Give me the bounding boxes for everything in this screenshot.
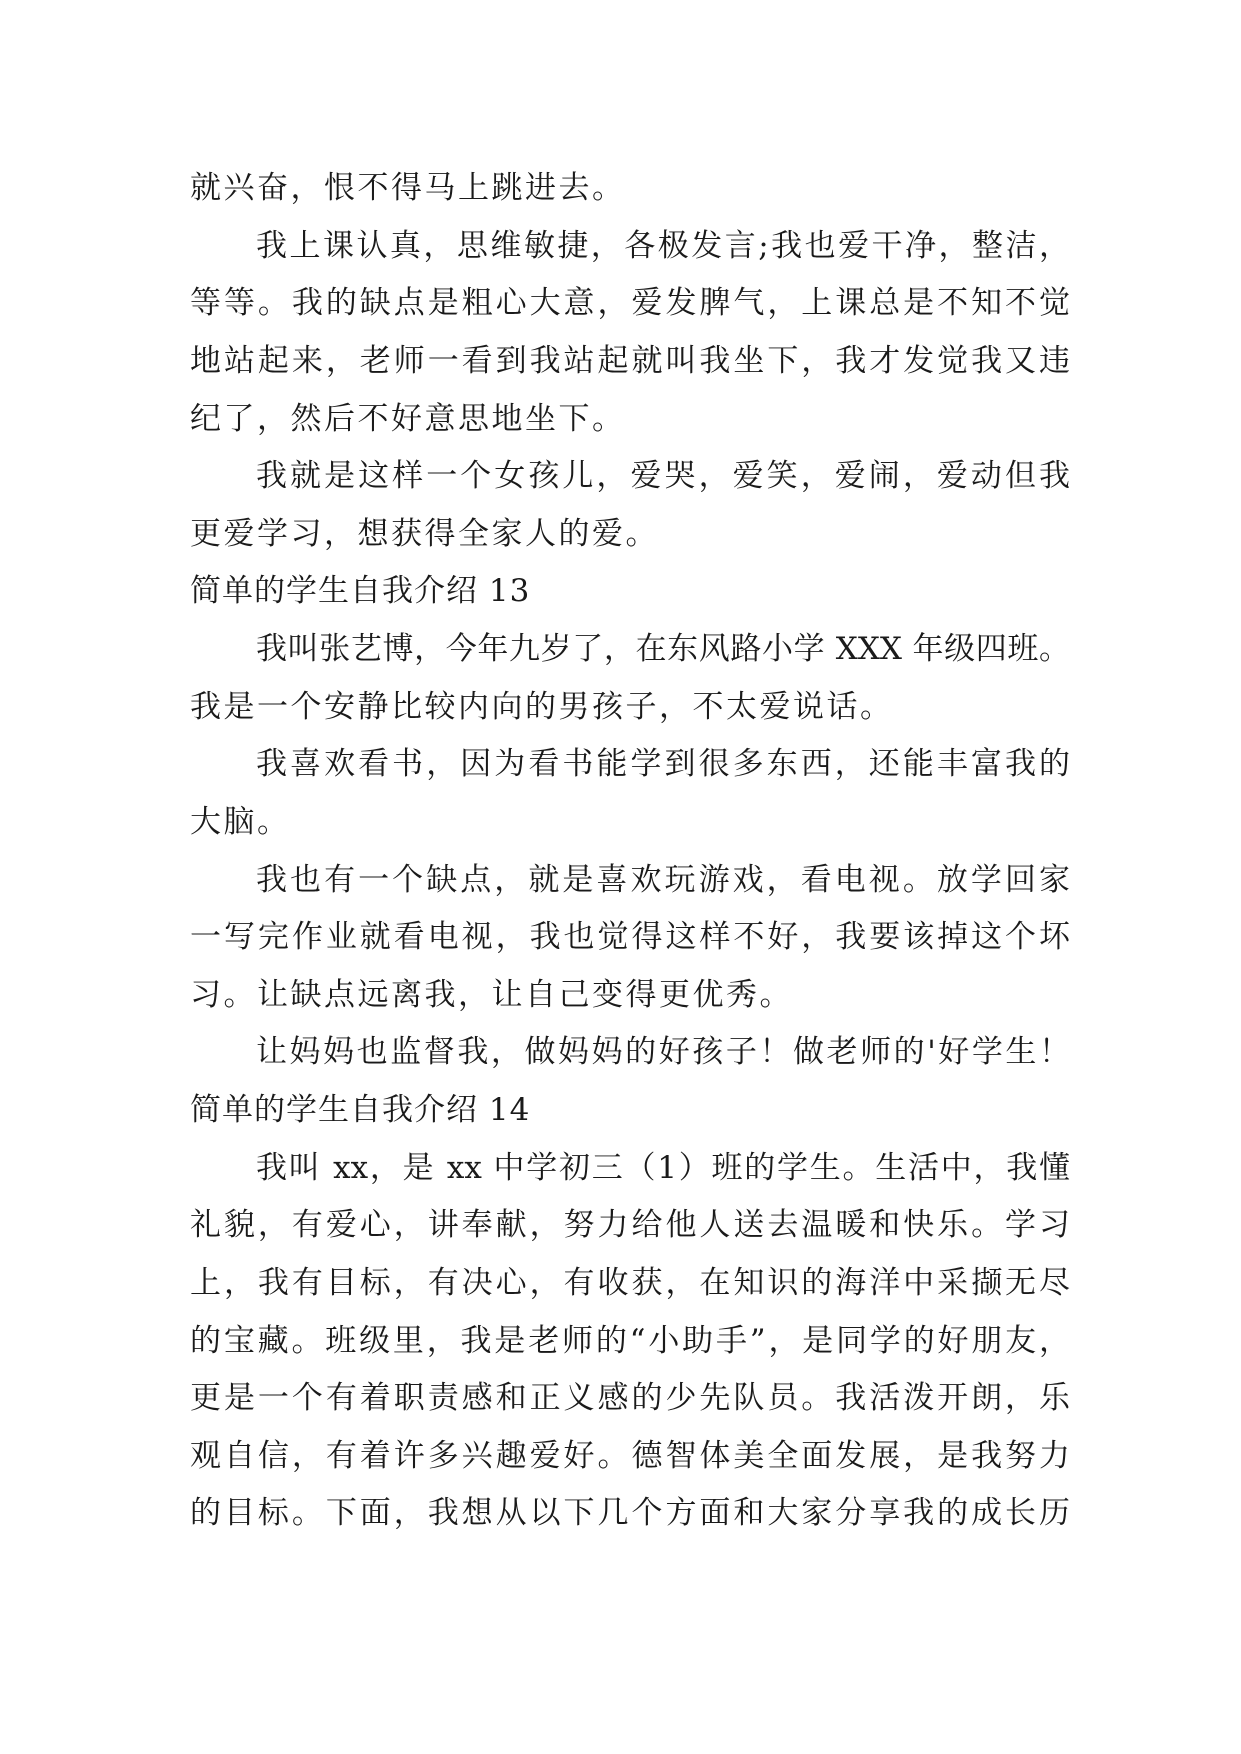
paragraph-first-line: 让妈妈也监督我，做妈妈的好孩子！做老师的'好学生！ bbox=[256, 1034, 1070, 1070]
text-line: 上，我有目标，有决心，有收获，在知识的海洋中采撷无尽 bbox=[190, 1265, 1070, 1301]
text-line: 纪了，然后不好意思地坐下。 bbox=[190, 401, 626, 437]
text-line: 就兴奋，恨不得马上跳进去。 bbox=[190, 170, 626, 206]
text-line: 更爱学习，想获得全家人的爱。 bbox=[190, 516, 659, 552]
paragraph-first-line: 我也有一个缺点，就是喜欢玩游戏，看电视。放学回家 bbox=[256, 862, 1070, 898]
text-line: 观自信，有着许多兴趣爱好。德智体美全面发展，是我努力 bbox=[190, 1438, 1070, 1474]
section-heading: 简单的学生自我介绍 13 bbox=[190, 573, 531, 609]
paragraph-first-line: 我喜欢看书，因为看书能学到很多东西，还能丰富我的 bbox=[256, 746, 1070, 782]
text-line: 一写完作业就看电视，我也觉得这样不好，我要该掉这个坏 bbox=[190, 919, 1070, 955]
section-heading: 简单的学生自我介绍 14 bbox=[190, 1092, 531, 1128]
text-line: 地站起来，老师一看到我站起就叫我坐下，我才发觉我又违 bbox=[190, 343, 1070, 379]
text-line: 等等。我的缺点是粗心大意，爱发脾气，上课总是不知不觉 bbox=[190, 285, 1070, 321]
paragraph-first-line: 我就是这样一个女孩儿，爱哭，爱笑，爱闹，爱动但我 bbox=[256, 458, 1070, 494]
text-line: 我是一个安静比较内向的男孩子，不太爱说话。 bbox=[190, 689, 894, 725]
text-line: 大脑。 bbox=[190, 804, 291, 840]
text-line: 更是一个有着职责感和正义感的少先队员。我活泼开朗，乐 bbox=[190, 1380, 1070, 1416]
text-line: 习。让缺点远离我，让自己变得更优秀。 bbox=[190, 977, 793, 1013]
text-line: 的宝藏。班级里，我是老师的“小助手”，是同学的好朋友， bbox=[190, 1323, 1070, 1359]
paragraph-first-line: 我叫 xx，是 xx 中学初三（1）班的学生。生活中，我懂 bbox=[256, 1150, 1070, 1186]
paragraph-first-line: 我叫张艺博，今年九岁了，在东风路小学 XXX 年级四班。 bbox=[256, 631, 1070, 667]
text-line: 礼貌，有爱心，讲奉献，努力给他人送去温暖和快乐。学习 bbox=[190, 1207, 1070, 1243]
paragraph-first-line: 我上课认真，思维敏捷，各极发言;我也爱干净，整洁， bbox=[256, 228, 1070, 264]
text-line: 的目标。下面，我想从以下几个方面和大家分享我的成长历 bbox=[190, 1495, 1070, 1531]
